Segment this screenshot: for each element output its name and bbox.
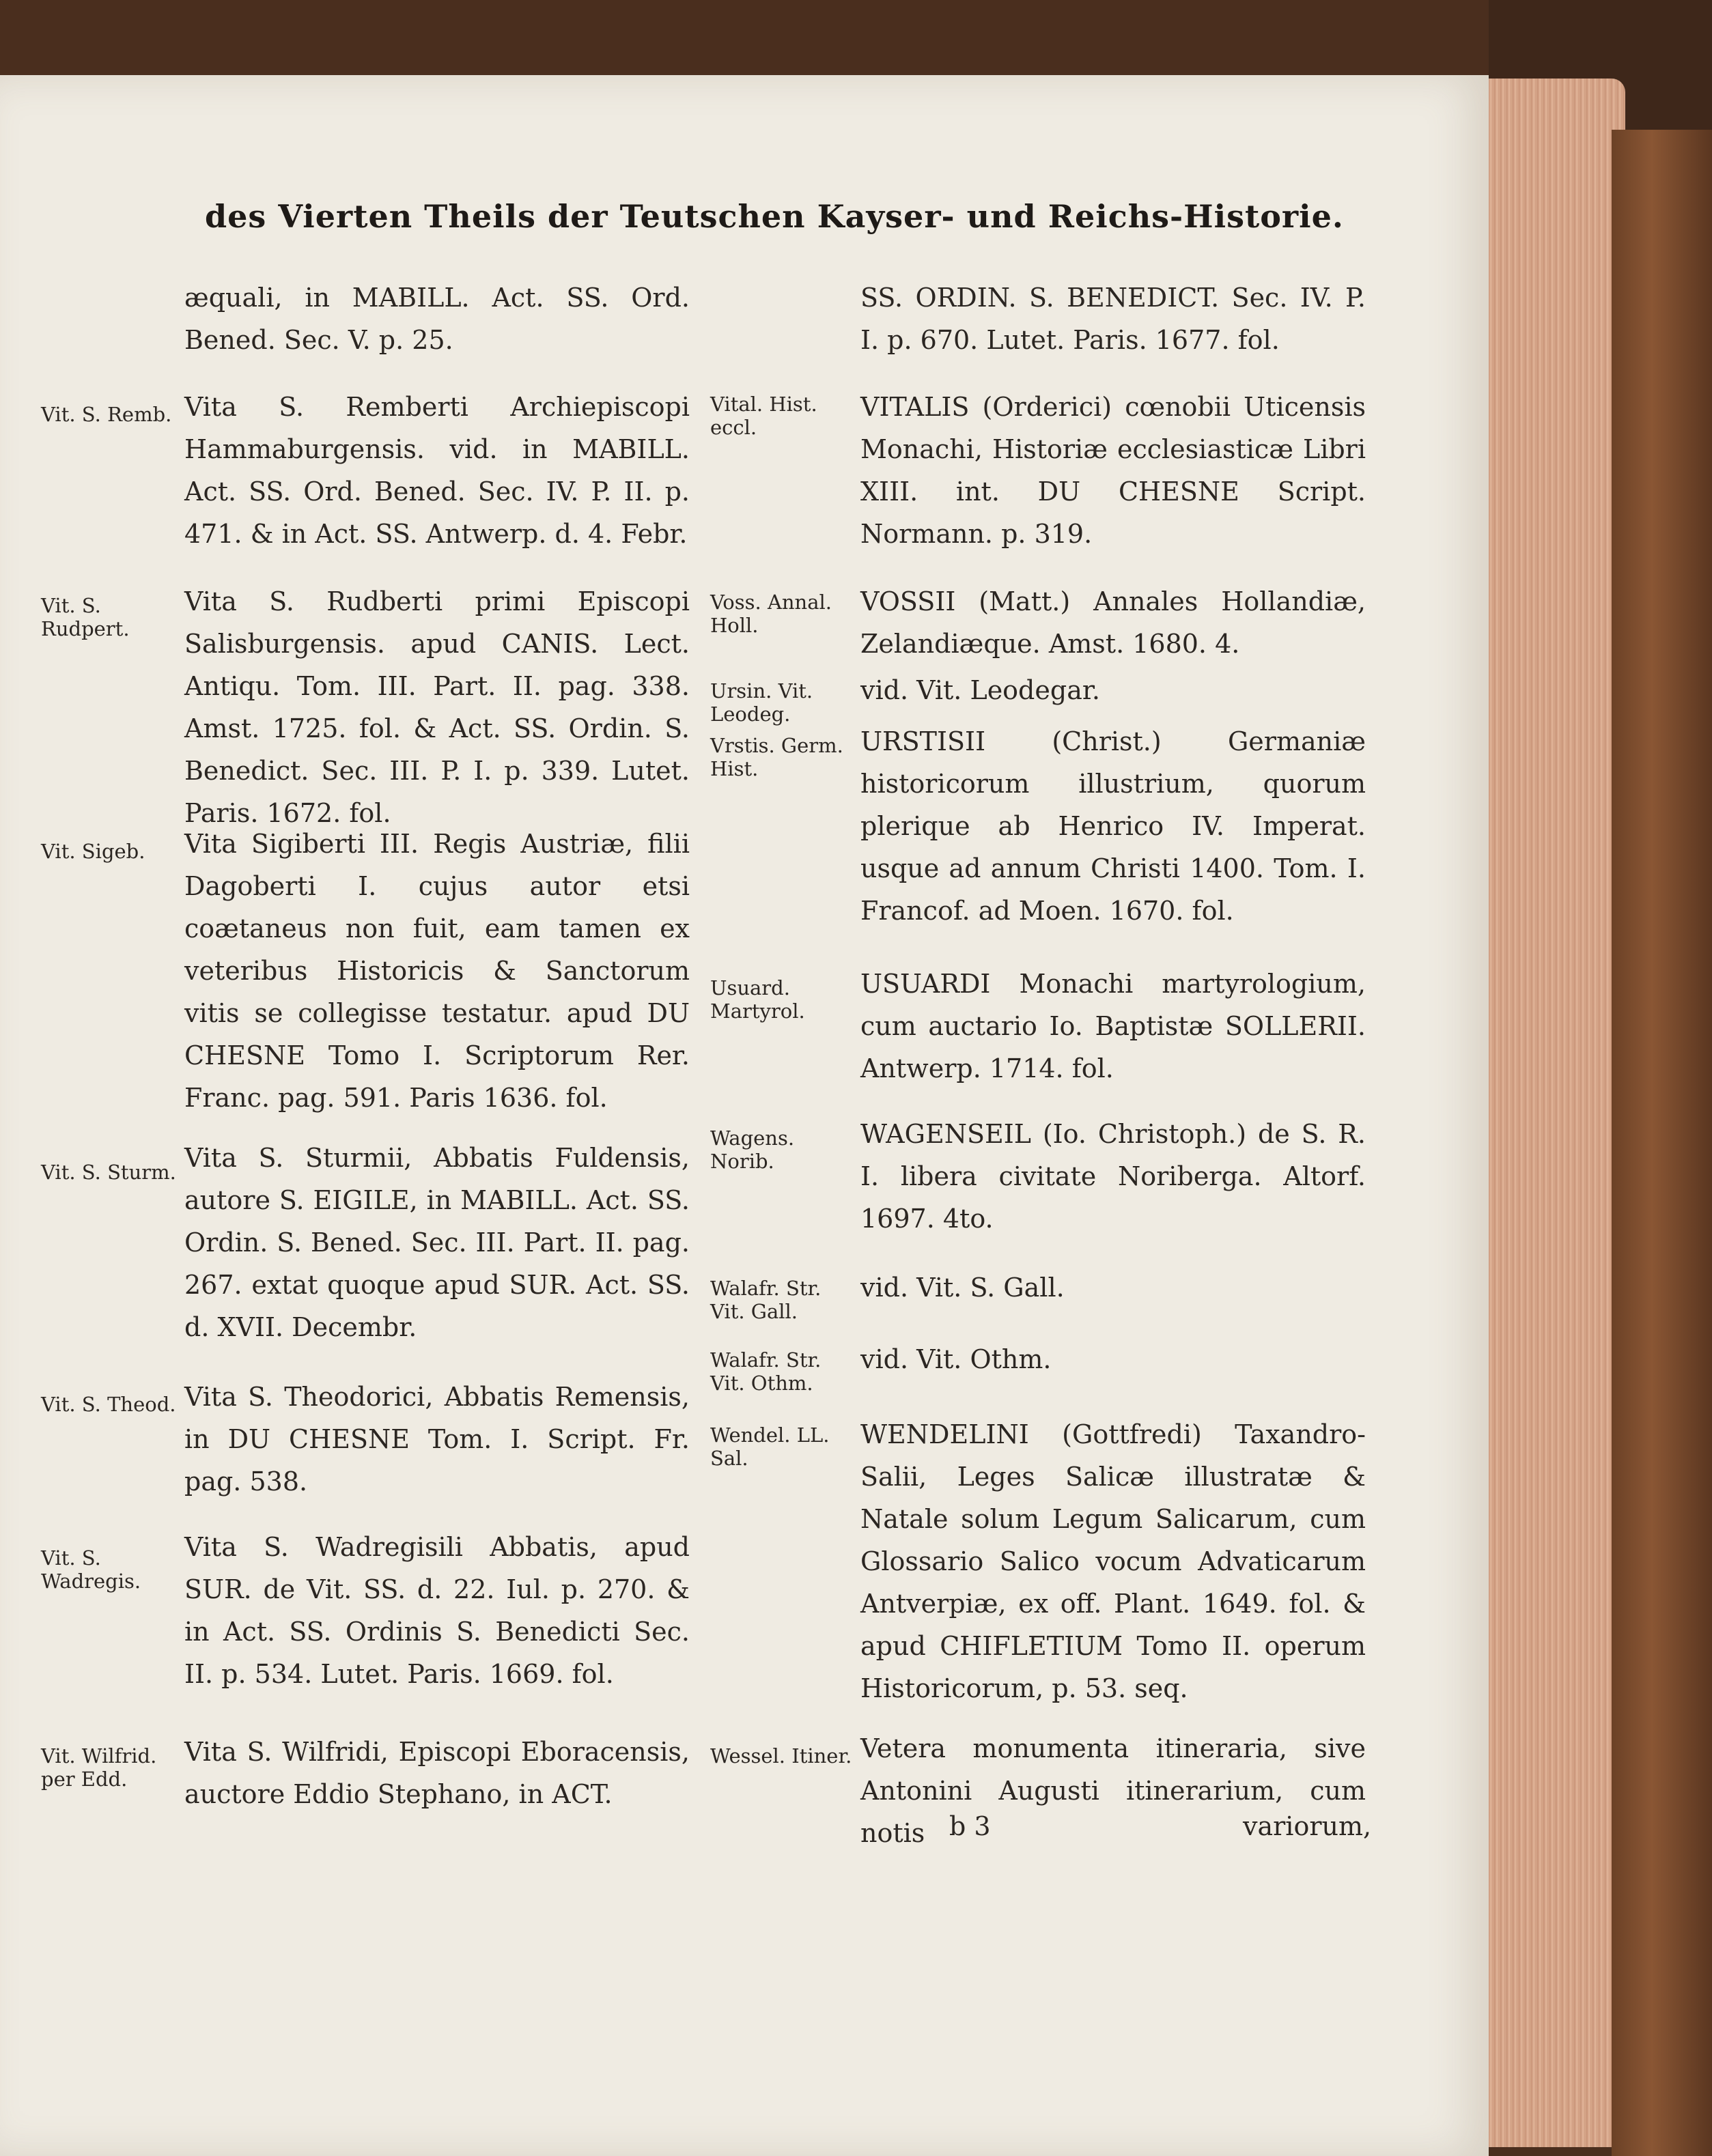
margin-note-right-1: Vital. Hist. eccl. bbox=[710, 393, 817, 439]
margin-note-left-1: Vit. S. Remb. bbox=[41, 403, 172, 426]
entry-right-9: WENDELINI (Gottfredi) Taxandro-Salii, Leges Salicæ illustratæ & Natale solum Legum Salicarum, cum Glossario Salico vocum Advaticarum Antverpiæ, ex off. Plant. 1649. fol. & apud CHIFLETIUM Tomo II. operum Historicorum, p. 53. seq. bbox=[860, 1419, 1366, 1703]
entry-left-7: Vita S. Wilfridi, Episcopi Eboracensis, auctore Eddio Stephano, in ACT. bbox=[184, 1737, 690, 1809]
margin-note-left-2: Vit. S. Rudpert. bbox=[41, 594, 130, 640]
margin-note-right-9: Wendel. LL. Sal. bbox=[710, 1423, 830, 1470]
entry-left-2: Vita S. Rudberti primi Episcopi Salisburgensis. apud CANIS. Lect. Antiqu. Tom. III. Part. II. pag. 338. Amst. 1725. fol. & Act. SS. Ordin. S. Benedict. Sec. III. P. I. p. 339. Lutet. Paris. 1672. fol. bbox=[184, 586, 690, 828]
running-header: des Vierten Theils der Teutschen Kayser- und Reichs-Historie. bbox=[205, 198, 1344, 235]
margin-note-left-7: Vit. Wilfrid. per Edd. bbox=[41, 1744, 157, 1791]
entry-right-7: vid. Vit. S. Gall. bbox=[860, 1273, 1065, 1303]
entry-left-6: Vita S. Wadregisili Abbatis, apud SUR. de Vit. SS. d. 22. Iul. p. 270. & in Act. SS. Ordinis S. Benedicti Sec. II. p. 534. Lutet. Paris. 1669. fol. bbox=[184, 1532, 690, 1689]
signature-mark: b 3 bbox=[949, 1811, 991, 1841]
margin-note-left-5: Vit. S. Theod. bbox=[41, 1393, 176, 1416]
entry-right-1: VITALIS (Orderici) cœnobii Uticensis Monachi, Historiæ ecclesiasticæ Libri XIII. int. DU CHESNE Script. Normann. p. 319. bbox=[860, 392, 1366, 549]
entry-right-0: SS. ORDIN. S. BENEDICT. Sec. IV. P. I. p. 670. Lutet. Paris. 1677. fol. bbox=[860, 283, 1366, 355]
margin-note-right-4: Vrstis. Germ. Hist. bbox=[710, 734, 843, 780]
margin-note-right-7: Walafr. Str. Vit. Gall. bbox=[710, 1277, 822, 1323]
entry-right-10: Vetera monumenta itineraria, sive Antonini Augusti itinerarium, cum notis bbox=[860, 1733, 1366, 1848]
catchword: variorum, bbox=[1243, 1811, 1372, 1841]
entry-right-5: USUARDI Monachi martyrologium, cum auctario Io. Baptistæ SOLLERII. Antwerp. 1714. fol. bbox=[860, 969, 1366, 1083]
entry-right-3: vid. Vit. Leodegar. bbox=[860, 675, 1100, 705]
entry-left-4: Vita S. Sturmii, Abbatis Fuldensis, autore S. EIGILE, in MABILL. Act. SS. Ordin. S. Bened. Sec. III. Part. II. pag. 267. extat quoque apud SUR. Act. SS. d. XVII. Decembr. bbox=[184, 1143, 690, 1342]
entry-right-6: WAGENSEIL (Io. Christoph.) de S. R. I. libera civitate Noriberga. Altorf. 1697. 4to. bbox=[860, 1119, 1366, 1234]
margin-note-right-5: Usuard. Martyrol. bbox=[710, 976, 805, 1023]
entry-left-5: Vita S. Theodorici, Abbatis Remensis, in DU CHESNE Tom. I. Script. Fr. pag. 538. bbox=[184, 1382, 690, 1497]
entry-right-4: URSTISII (Christ.) Germaniæ historicorum illustrium, quorum plerique ab Henrico IV. Imperat. usque ad annum Christi 1400. Tom. I. Francof. ad Moen. 1670. fol. bbox=[860, 726, 1366, 926]
margin-note-right-6: Wagens. Norib. bbox=[710, 1126, 795, 1173]
entry-left-1: Vita S. Remberti Archiepiscopi Hammaburgensis. vid. in MABILL. Act. SS. Ord. Bened. Sec. IV. P. II. p. 471. & in Act. SS. Antwerp. d. 4. Febr. bbox=[184, 392, 690, 549]
margin-note-right-8: Walafr. Str. Vit. Othm. bbox=[710, 1348, 822, 1395]
margin-note-right-10: Wessel. Itiner. bbox=[710, 1744, 852, 1768]
margin-note-left-3: Vit. Sigeb. bbox=[41, 840, 145, 863]
entry-right-2: VOSSII (Matt.) Annales Hollandiæ, Zelandiæque. Amst. 1680. 4. bbox=[860, 586, 1366, 659]
entry-right-8: vid. Vit. Othm. bbox=[860, 1344, 1052, 1374]
margin-note-right-2: Voss. Annal. Holl. bbox=[710, 591, 832, 637]
margin-note-left-4: Vit. S. Sturm. bbox=[41, 1161, 176, 1184]
book-cover-spine bbox=[1612, 130, 1712, 2156]
margin-note-left-6: Vit. S. Wadregis. bbox=[41, 1546, 141, 1593]
entry-left-3: Vita Sigiberti III. Regis Austriæ, filii Dagoberti I. cujus autor etsi coætaneus non fuit, eam tamen ex veteribus Historicis & Sanctorum vitis se collegisse testatur. apud DU CHESNE Tomo I. Scriptorum Rer. Franc. pag. 591. Paris 1636. fol. bbox=[184, 829, 690, 1113]
margin-note-right-3: Ursin. Vit. Leodeg. bbox=[710, 679, 813, 726]
entry-left-0: æquali, in MABILL. Act. SS. Ord. Bened. Sec. V. p. 25. bbox=[184, 283, 690, 355]
page-edges bbox=[1468, 79, 1625, 2147]
